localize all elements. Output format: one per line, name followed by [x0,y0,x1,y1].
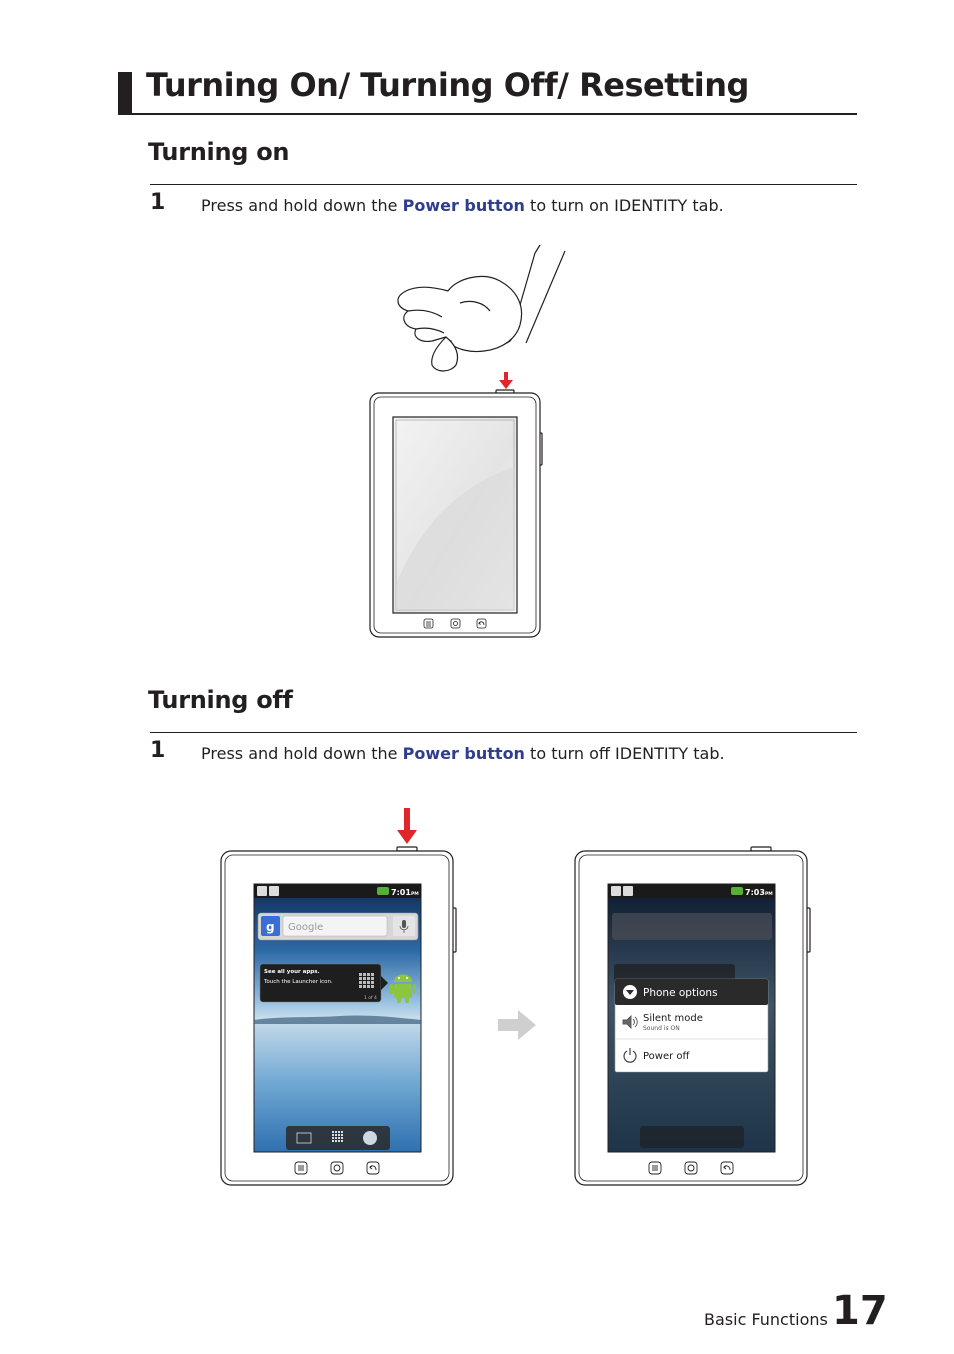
section-rule [150,732,857,733]
dialog-title: Phone options [643,987,718,999]
arrow-down-icon [397,808,417,844]
page-number: 17 [832,1288,888,1334]
usb-status-icon [257,886,267,896]
battery-icon [731,887,743,895]
section-rule [150,184,857,185]
power-button-highlight: Power button [402,196,525,215]
title-accent-bar [118,72,132,114]
android-status-icon [269,886,279,896]
status-clock-ampm: PM [411,892,419,897]
step-number: 1 [150,190,166,215]
arrow-down-icon [499,372,513,389]
step-text: Press and hold down the Power button to turn on IDENTITY tab. [201,196,724,215]
usb-status-icon [611,886,621,896]
power-button-highlight: Power button [402,744,525,763]
tip-text: Touch the Launcher icon. [264,979,333,985]
section-heading-turning-off: Turning off [148,686,293,714]
page-title-block [118,68,857,116]
browser-globe-icon [363,1131,377,1145]
tablet-power-on-illustration [360,245,560,645]
tablet-phone-options-illustration [574,846,814,1190]
hand-icon [398,253,535,371]
tablet-device [370,390,542,637]
footer-section-label: Basic Functions [704,1310,828,1329]
page-title: Turning On/ Turning Off/ Resetting [146,66,749,104]
android-status-icon [623,886,633,896]
svg-text:g: g [266,920,275,934]
status-clock: 7:03 [745,888,765,897]
silent-mode-label: Silent mode [643,1013,703,1024]
power-off-label: Power off [643,1051,690,1062]
title-rule [118,113,857,115]
status-clock: 7:01 [391,888,411,897]
step-text: Press and hold down the Power button to turn off IDENTITY tab. [201,744,725,763]
tip-page: 1 of 4 [364,996,377,1001]
search-placeholder: Google [288,922,324,933]
battery-icon [377,887,389,895]
silent-mode-sublabel: Sound is ON [643,1025,680,1032]
tablet-home-screen-illustration [220,806,460,1190]
tip-title: See all your apps. [264,969,320,975]
step-number: 1 [150,738,166,763]
section-heading-turning-on: Turning on [148,138,290,166]
arrow-right-icon [494,1006,538,1044]
status-clock-ampm: PM [765,892,773,897]
